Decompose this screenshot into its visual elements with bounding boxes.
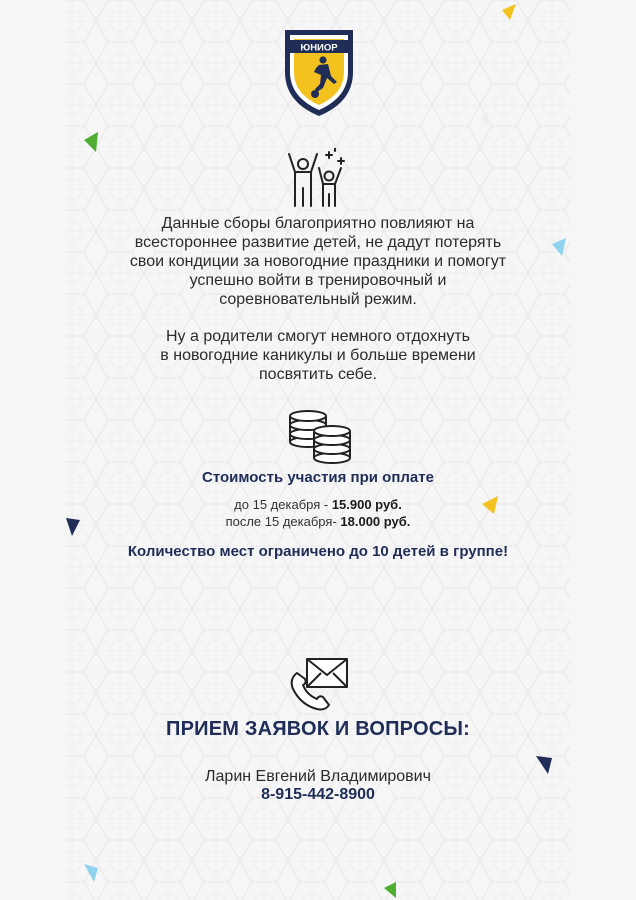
text-line: Ну а родители смогут немного отдохнуть bbox=[166, 328, 470, 345]
club-logo bbox=[279, 26, 359, 118]
text-line: Данные сборы благоприятно повлияют на bbox=[161, 215, 475, 232]
contact-name: Ларин Евгений Владимирович bbox=[205, 768, 431, 785]
price-early-amount: 15.900 руб. bbox=[331, 497, 402, 512]
limit-note: Количество мест ограничено до 10 детей в группе! bbox=[127, 543, 509, 560]
contact-phone[interactable]: 8-915-442-8900 bbox=[261, 786, 375, 803]
text-line: соревновательный режим. bbox=[219, 291, 417, 308]
text-line: свои кондиции за новогодние праздники и помогут bbox=[129, 253, 507, 270]
text-line: успешно войти в тренировочный и bbox=[189, 272, 447, 289]
text-line: всестороннее развитие детей, не дадут потерять bbox=[134, 234, 502, 251]
text-line: в новогодние каникулы и больше времени bbox=[160, 347, 476, 364]
price-title: Стоимость участия при оплате bbox=[202, 469, 434, 486]
children-icon bbox=[283, 148, 351, 210]
price-early-label: до 15 декабря - bbox=[234, 497, 332, 512]
price-late-label: после 15 декабря- bbox=[225, 514, 341, 529]
coin-stack-icon bbox=[284, 408, 352, 466]
paragraph-parents bbox=[96, 327, 540, 384]
price-late-amount: 18.000 руб. bbox=[340, 514, 411, 529]
text-line: посвятить себе. bbox=[259, 366, 377, 383]
price-late bbox=[100, 514, 536, 529]
paragraph-benefits bbox=[96, 214, 540, 309]
logo-text: ЮНИОР bbox=[300, 42, 338, 54]
phone-envelope-icon bbox=[287, 655, 351, 713]
contact-title: ПРИЕМ ЗАЯВОК И ВОПРОСЫ: bbox=[166, 718, 470, 740]
price-early bbox=[100, 497, 536, 512]
